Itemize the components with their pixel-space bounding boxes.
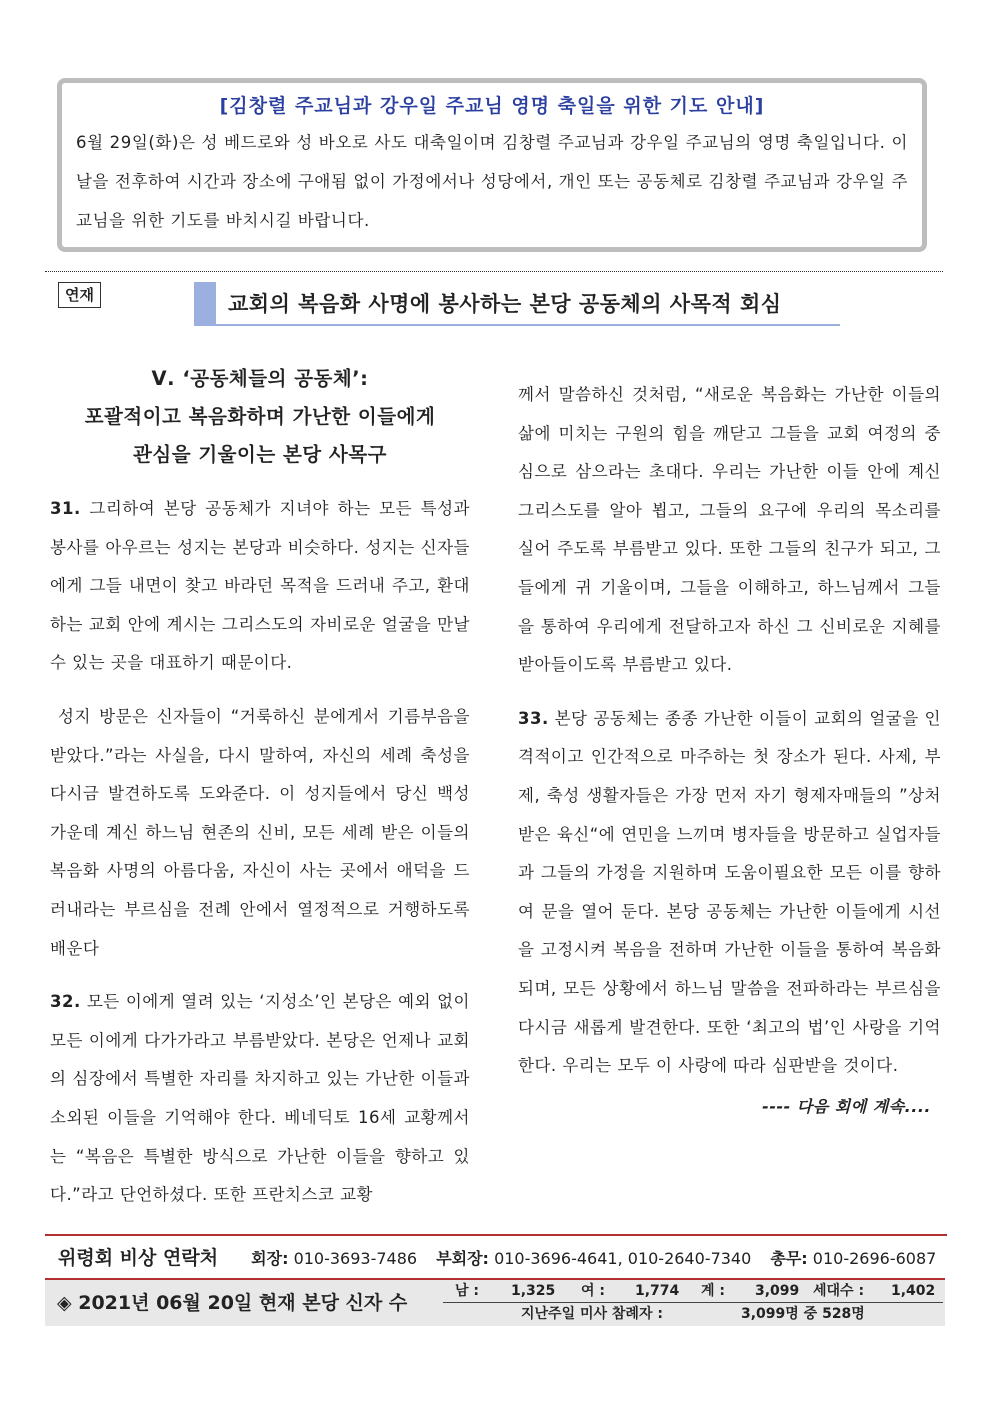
- president-label: 회장:: [251, 1249, 289, 1268]
- contacts-title: 위령회 비상 연락처: [58, 1247, 219, 1269]
- member-count-row: [443, 1281, 943, 1303]
- right-column: [518, 376, 941, 1126]
- section-title-line-3: 관심을 기울이는 본당 사목구: [133, 443, 387, 466]
- section-title-line-2: 포괄적이고 복음화하며 가난한 이들에게: [84, 405, 436, 428]
- paragraph-number: 32.: [50, 992, 81, 1012]
- mass-attendance-label: 지난주일 미사 참례자 :: [521, 1306, 663, 1322]
- section-divider: [45, 271, 943, 272]
- parish-count-stats: [443, 1280, 943, 1326]
- total-count: 3,099: [755, 1283, 800, 1299]
- paragraph-32-continued: 께서 말씀하신 것처럼, “새로운 복음화는 가난한 이들의 삶에 미치는 구원의 힘을 깨닫고 그들을 교회 여정의 중심으로 삼으라는 초대다. 우리는 가난한 이들 안에 계신 그리스도를 알아 뵙고, 그들의 요구에 우리의 목소리를 실어 주도록 부름받고 있다. 또한 그들의 친구가 되고, 그들에게 귀 기울이며, 그들을 이해하고, 하느님께서 그들을 통하여 우리에게 전달하고자 하신 그 신비로운 지혜를 받아들이도록 부름받고 있다.: [518, 385, 941, 675]
- households-count: 1,402: [891, 1283, 936, 1299]
- secretary-phone: 010-2696-6087: [812, 1249, 937, 1268]
- notice-body: 6월 29일(화)은 성 베드로와 성 바오로 사도 대축일이며 김창렬 주교님과 강우일 주교님의 영명 축일입니다. 이날을 전후하여 시간과 장소에 구애됨 없이 가정에서나 성당에서, 개인 또는 공동체로 김창렬 주교님과 강우일 주교님을 위한 기도를 바치시길 바랍니다.: [76, 133, 908, 230]
- prayer-notice-box: [57, 78, 927, 252]
- vice-president-phones: 010-3696-4641, 010-2640-7340: [494, 1249, 752, 1268]
- section-title: [50, 360, 470, 474]
- paragraph-number: 31.: [50, 499, 81, 518]
- parish-count-title: ◈ 2021년 06월 20일 현재 본당 신자 수: [57, 1292, 408, 1314]
- paragraph-text: 모든 이에게 열려 있는 ‘지성소’인 본당은 예외 없이 모든 이에게 다가가라고 부름받았다. 본당은 언제나 교회의 심장에서 특별한 자리를 차지하고 있는 가난한 이들과 소외된 이들을 기억해야 한다. 베네딕토 16세 교황께서는 “복음은 특별한 방식으로 가난한 이들을 향하고 있다.”라고 단언하셨다. 또한 프란치스코 교황: [50, 992, 470, 1205]
- parish-count-bar: [45, 1278, 945, 1326]
- paragraph-33: [518, 700, 941, 1086]
- section-title-line-1: Ⅴ. ‘공동체들의 공동체’:: [151, 367, 369, 390]
- president-phone: 010-3693-7486: [293, 1249, 418, 1268]
- male-label: 남 :: [455, 1283, 479, 1299]
- mass-attendance-row: [443, 1304, 943, 1325]
- left-column: [50, 360, 470, 1230]
- paragraph-text: 본당 공동체는 종종 가난한 이들이 교회의 얼굴을 인격적이고 인간적으로 마주하는 첫 장소가 된다. 사제, 부제, 축성 생활자들은 가장 먼저 자기 형제자매들의 ”상처받은 육신“에 연민을 느끼며 병자들을 방문하고 실업자들과 그들의 가정을 지원하며 도움이필요한 모든 이를 향하여 문을 열어 둔다. 본당 공동체는 가난한 이들에게 시선을 고정시켜 복음을 전하며 가난한 이들을 통하여 복음화되며, 모든 상황에서 하느님 말씀을 전파하라는 부르심을 다시금 새롭게 발견한다. 또한 ‘최고의 법’인 사랑을 기억한다. 우리는 모두 이 사랑에 따라 심판받을 것이다.: [518, 708, 941, 1076]
- mass-attendance-value: 3,099명 중 528명: [741, 1306, 865, 1322]
- paragraph-31-continued: 성지 방문은 신자들이 “거룩하신 분에게서 기름부음을 받았다.”라는 사실을, 다시 말하여, 자신의 세례 축성을 다시금 발견하도록 도와준다. 이 성지들에서 당신 백성 가운데 계신 하느님 현존의 신비, 모든 세례 받은 이들의 복음화 사명의 아름다움, 자신이 사는 곳에서 애덕을 드러내라는 부르심을 전례 안에서 열정적으로 거행하도록 배운다: [50, 706, 470, 958]
- continue-note: ---- 다음 회에 계속....: [762, 1096, 931, 1116]
- vice-president-label: 부회장:: [436, 1249, 489, 1268]
- households-label: 세대수 :: [813, 1283, 865, 1299]
- paragraph-text: 그리하여 본당 공동체가 지녀야 하는 모든 특성과 봉사를 아우르는 성지는 본당과 비슷하다. 성지는 신자들에게 그들 내면이 찾고 바라던 목적을 드러내 주고, 환대하는 교회 안에 계시는 그리스도의 자비로운 얼굴을 만날 수 있는 곳을 대표하기 때문이다.: [50, 499, 470, 673]
- female-count: 1,774: [635, 1283, 680, 1299]
- male-count: 1,325: [511, 1283, 556, 1299]
- series-heading: 교회의 복음화 사명에 봉사하는 본당 공동체의 사목적 회심: [194, 282, 840, 326]
- paragraph-32: [50, 983, 470, 1215]
- series-tag: 연재: [58, 282, 101, 308]
- paragraph-number: 33.: [518, 708, 549, 728]
- emergency-contacts: [58, 1240, 938, 1276]
- notice-title: [김창렬 주교님과 강우일 주교님 영명 축일을 위한 기도 안내]: [219, 95, 765, 117]
- total-label: 계 :: [701, 1283, 725, 1299]
- female-label: 여 :: [581, 1283, 605, 1299]
- secretary-label: 총무:: [770, 1249, 808, 1268]
- footer-rule: [45, 1234, 947, 1236]
- paragraph-31: [50, 490, 470, 683]
